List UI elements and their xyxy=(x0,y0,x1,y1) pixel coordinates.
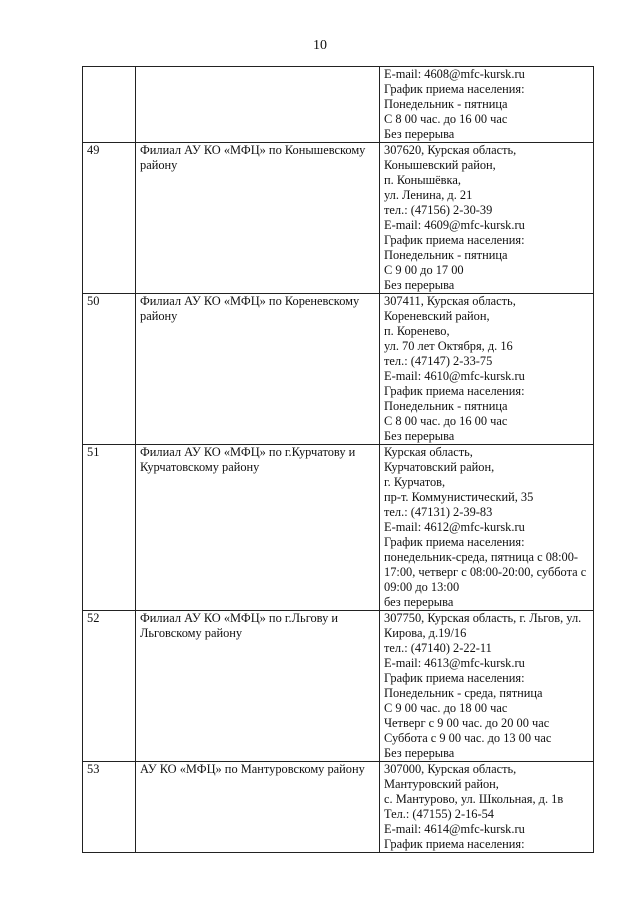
contact-line: с. Мантурово, ул. Школьная, д. 1в xyxy=(384,792,564,806)
row-number: 49 xyxy=(87,143,100,157)
row-number-cell xyxy=(83,762,136,853)
table-row xyxy=(83,611,594,762)
contact-line: График приема населения: xyxy=(384,233,525,247)
contact-line: Курчатовский район, xyxy=(384,460,495,474)
contact-line: Без перерыва xyxy=(384,278,455,292)
contact-line: Конышевский район, xyxy=(384,158,496,172)
contact-line: 307620, Курская область, xyxy=(384,143,517,157)
contact-line: E-mail: 4608@mfc-kursk.ru xyxy=(384,67,525,81)
page-number: 10 xyxy=(313,38,327,53)
row-number-cell xyxy=(83,611,136,762)
contact-line: г. Курчатов, xyxy=(384,475,446,489)
contact-line: Кирова, д.19/16 xyxy=(384,626,467,640)
contact-info-cell xyxy=(380,294,594,445)
contact-line: Без перерыва xyxy=(384,429,455,443)
contact-line: С 8 00 час. до 16 00 час xyxy=(384,414,508,428)
contact-line: Понедельник - пятница xyxy=(384,97,508,111)
contact-line: Кореневский район, xyxy=(384,309,490,323)
contact-line: E-mail: 4609@mfc-kursk.ru xyxy=(384,218,525,232)
branch-name: АУ КО «МФЦ» по Мантуровскому району xyxy=(140,762,365,776)
contact-info-cell xyxy=(380,762,594,853)
contact-line: Понедельник - пятница xyxy=(384,248,508,262)
contact-line: 307000, Курская область, xyxy=(384,762,517,776)
contact-line: Тел.: (47155) 2-16-54 xyxy=(384,807,494,821)
contact-line: тел.: (47131) 2-39-83 xyxy=(384,505,493,519)
contact-line: тел.: (47156) 2-30-39 xyxy=(384,203,493,217)
contact-line: Без перерыва xyxy=(384,127,455,141)
contact-line: ул. 70 лет Октября, д. 16 xyxy=(384,339,513,353)
contact-line: Мантуровский район, xyxy=(384,777,499,791)
contact-line: п. Коренево, xyxy=(384,324,450,338)
contact-line: Без перерыва xyxy=(384,746,455,760)
contact-line: Суббота с 9 00 час. до 13 00 час xyxy=(384,731,552,745)
table-row xyxy=(83,762,594,853)
contact-line: С 8 00 час. до 16 00 час xyxy=(384,112,508,126)
contact-line: 307750, Курская область, г. Льгов, ул. xyxy=(384,611,582,625)
table-body xyxy=(83,67,594,853)
contact-line: пр-т. Коммунистический, 35 xyxy=(384,490,534,504)
contact-info-cell xyxy=(380,67,594,143)
contact-line: График приема населения: xyxy=(384,671,525,685)
contact-info-cell xyxy=(380,611,594,762)
table-row xyxy=(83,445,594,611)
contact-line: График приема населения: xyxy=(384,384,525,398)
contact-line: E-mail: 4610@mfc-kursk.ru xyxy=(384,369,525,383)
branch-name-cell xyxy=(136,762,380,853)
row-number-cell xyxy=(83,143,136,294)
contact-line: E-mail: 4612@mfc-kursk.ru xyxy=(384,520,525,534)
contact-line: 307411, Курская область, xyxy=(384,294,516,308)
row-number: 52 xyxy=(87,611,100,625)
branch-name: Филиал АУ КО «МФЦ» по г.Курчатову и Курчатовскому району xyxy=(140,445,356,474)
row-number: 51 xyxy=(87,445,100,459)
contact-line: С 9 00 до 17 00 xyxy=(384,263,464,277)
contact-line: ул. Ленина, д. 21 xyxy=(384,188,473,202)
branch-name-cell xyxy=(136,67,380,143)
contact-line: 17:00, четверг с 08:00-20:00, суббота с xyxy=(384,565,587,579)
branch-name: Филиал АУ КО «МФЦ» по г.Льгову и Льговскому району xyxy=(140,611,339,640)
branch-name-cell xyxy=(136,445,380,611)
contact-line: тел.: (47140) 2-22-11 xyxy=(384,641,492,655)
mfc-branches-table xyxy=(82,66,594,853)
contact-line: понедельник-среда, пятница с 08:00- xyxy=(384,550,579,564)
branch-name-cell xyxy=(136,143,380,294)
contact-line: E-mail: 4614@mfc-kursk.ru xyxy=(384,822,525,836)
branch-name: Филиал АУ КО «МФЦ» по Кореневскому району xyxy=(140,294,360,323)
contact-line: без перерыва xyxy=(384,595,454,609)
branch-name: Филиал АУ КО «МФЦ» по Конышевскому району xyxy=(140,143,366,172)
contact-line: График приема населения: xyxy=(384,837,525,851)
branch-name-cell xyxy=(136,611,380,762)
row-number: 53 xyxy=(87,762,100,776)
contact-line: Понедельник - пятница xyxy=(384,399,508,413)
row-number: 50 xyxy=(87,294,100,308)
contact-info-cell xyxy=(380,445,594,611)
table-row xyxy=(83,67,594,143)
contact-line: График приема населения: xyxy=(384,82,525,96)
contact-line: п. Конышёвка, xyxy=(384,173,461,187)
contact-line: тел.: (47147) 2-33-75 xyxy=(384,354,493,368)
contact-line: График приема населения: xyxy=(384,535,525,549)
row-number-cell xyxy=(83,294,136,445)
branch-name-cell xyxy=(136,294,380,445)
contact-line: Понедельник - среда, пятница xyxy=(384,686,543,700)
table-row xyxy=(83,143,594,294)
contact-line: Курская область, xyxy=(384,445,473,459)
row-number-cell xyxy=(83,67,136,143)
table-row xyxy=(83,294,594,445)
contact-line: E-mail: 4613@mfc-kursk.ru xyxy=(384,656,525,670)
contact-line: Четверг с 9 00 час. до 20 00 час xyxy=(384,716,550,730)
contact-line: 09:00 до 13:00 xyxy=(384,580,460,594)
contact-info-cell xyxy=(380,143,594,294)
row-number-cell xyxy=(83,445,136,611)
contact-line: С 9 00 час. до 18 00 час xyxy=(384,701,508,715)
